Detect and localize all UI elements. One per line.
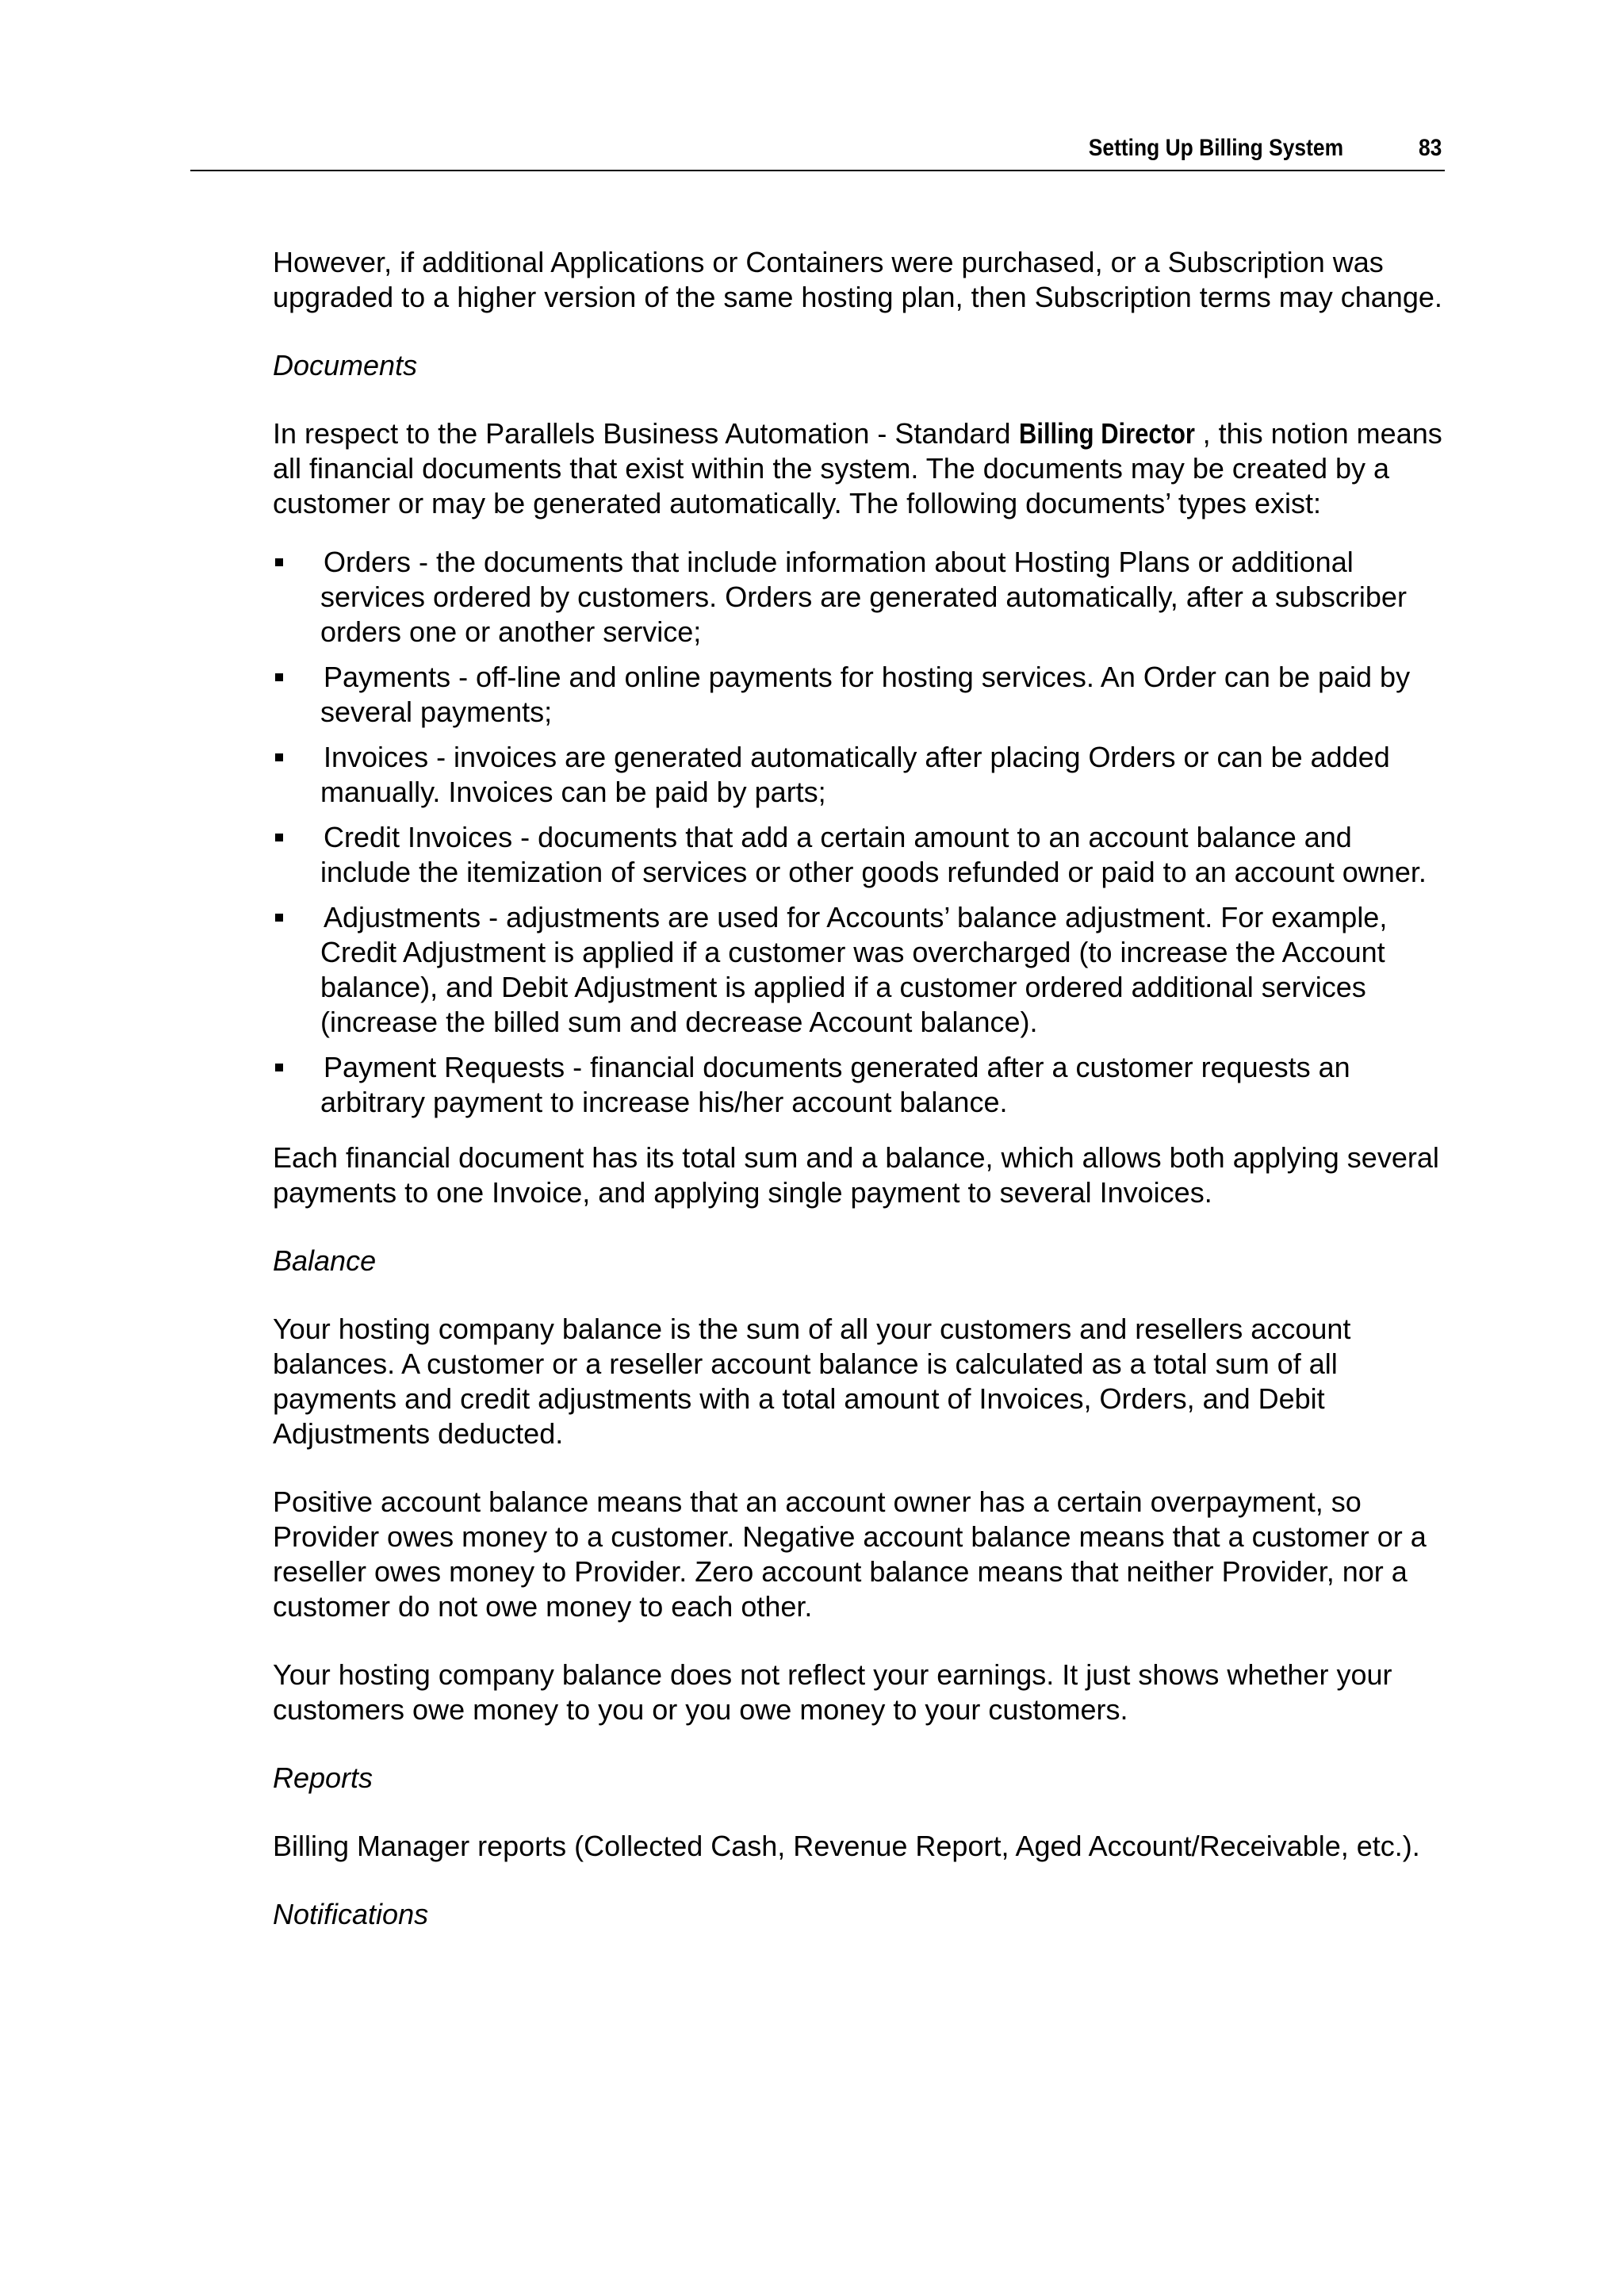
document-types-list [273,545,1446,1120]
bullet-square [275,914,283,922]
balance-paragraph: Positive account balance means that an account owner has a certain overpayment, so Provider owes money to a customer. Negative account balance means that a customer or a reseller owes money to Provider. Zero account balance means that neither Provider, nor a customer do not owe money to each other. [273,1485,1427,1623]
list-item [273,545,1446,650]
documents-paragraph-end: , this notion means all financial documents that exist within the system. The documents may be created by a customer or may be generated automatically. The following documents’ types exist: [273,417,1442,519]
reports-heading: Reports [273,1761,373,1794]
running-header-title: Setting Up Billing System [1088,135,1343,161]
list-item-text: Payments - off-line and online payments for hosting services. An Order can be paid by several payments; [320,661,1411,728]
page-header [190,135,1445,171]
list-item [273,820,1446,890]
intro-paragraph: However, if additional Applications or Containers were purchased, or a Subscription was upgraded to a higher version of the same hosting plan, then Subscription terms may change. [273,246,1442,313]
list-item [273,1050,1446,1120]
bullet-square [275,753,283,761]
balance-paragraph: Your hosting company balance is the sum of all your customers and resellers account balances. A customer or a reseller account balance is calculated as a total sum of all payments and credit adjustments with a total amount of Invoices, Orders, and Debit Adjustments deducted. [273,1313,1351,1450]
list-item-text: Adjustments - adjustments are used for Accounts’ balance adjustment. For example, Credit Adjustment is applied if a customer was overcharged (to increase the Account balance), and Debit Adjustment is applied if a customer ordered additional services (increase the billed sum and decrease Account balance). [320,901,1388,1038]
documents-paragraph [273,416,1446,521]
list-item [273,900,1446,1040]
list-item-text: Credit Invoices - documents that add a certain amount to an account balance and include the itemization of services or other goods refunded or paid to an account owner. [320,821,1427,888]
bullet-square [275,558,283,566]
page-number: 83 [1418,135,1442,161]
page-body [273,245,1446,1965]
list-item-text: Orders - the documents that include information about Hosting Plans or additional services ordered by customers. Orders are generated automatically, after a subscriber orders one or another service; [320,546,1407,648]
billing-director-term: Billing Director [1018,417,1195,450]
list-item-text: Payment Requests - financial documents generated after a customer requests an arbitrary payment to increase his/her account balance. [320,1051,1350,1118]
balance-paragraph: Your hosting company balance does not reflect your earnings. It just shows whether your customers owe money to you or you owe money to your customers. [273,1658,1392,1726]
documents-paragraph-start: In respect to the Parallels Business Automation - Standard [273,417,1019,450]
documents-closing-paragraph: Each financial document has its total sum and a balance, which allows both applying several payments to one Invoice, and applying single payment to several Invoices. [273,1141,1439,1209]
balance-heading: Balance [273,1244,377,1277]
list-item-text: Invoices - invoices are generated automatically after placing Orders or can be added manually. Invoices can be paid by parts; [320,741,1390,808]
bullet-square [275,673,283,681]
reports-paragraph: Billing Manager reports (Collected Cash, Revenue Report, Aged Account/Receivable, etc.). [273,1830,1420,1862]
bullet-square [275,834,283,841]
bullet-square [275,1064,283,1071]
documents-heading: Documents [273,349,418,381]
list-item [273,660,1446,730]
list-item [273,740,1446,810]
notifications-heading: Notifications [273,1898,429,1930]
